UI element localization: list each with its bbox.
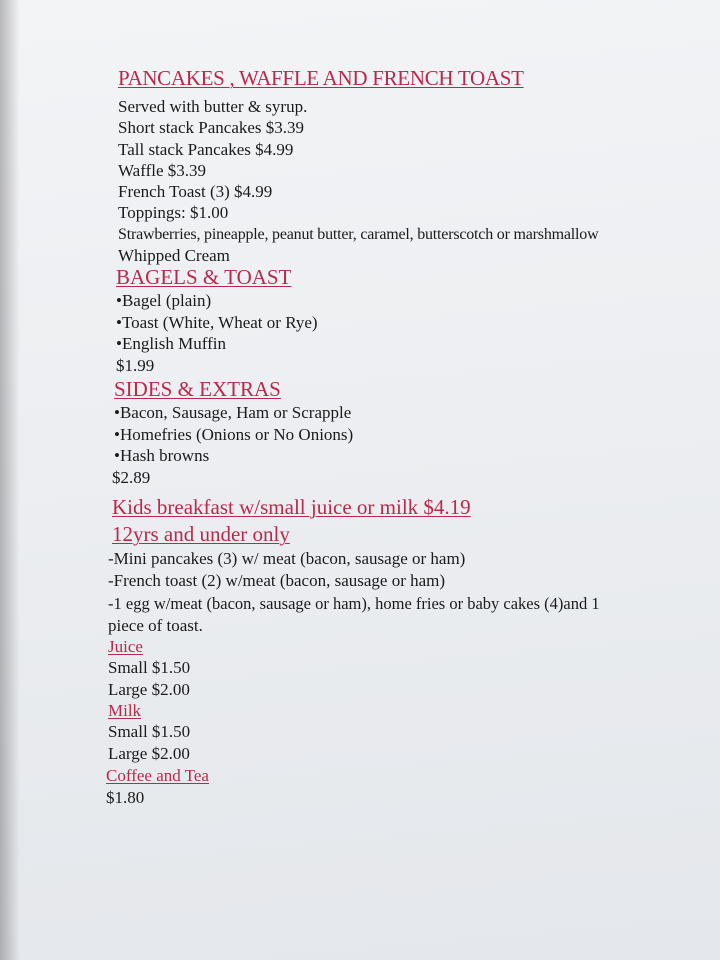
juice-line: Small $1.50	[108, 658, 191, 677]
milk-line: Large $2.00	[108, 744, 190, 763]
kids-line: -French toast (2) w/meat (bacon, sausage or ham)	[108, 571, 446, 590]
kids-subheading: 12yrs and under only	[112, 522, 290, 546]
bagels-line: $1.99	[116, 356, 155, 375]
bagels-line: •English Muffin	[116, 334, 227, 353]
bagels-heading: BAGELS & TOAST	[116, 265, 292, 289]
pancakes-line: French Toast (3) $4.99	[118, 182, 273, 201]
sides-line: •Hash browns	[114, 446, 210, 465]
pancakes-line: Served with butter & syrup.	[118, 97, 308, 116]
bagels-line: •Toast (White, Wheat or Rye)	[116, 313, 318, 332]
sides-line: •Bacon, Sausage, Ham or Scrapple	[114, 403, 352, 422]
milk-heading: Milk	[108, 701, 142, 720]
bagels-line: •Bagel (plain)	[116, 291, 212, 310]
pancakes-heading: PANCAKES , WAFFLE AND FRENCH TOAST	[118, 66, 524, 90]
pancakes-line: Waffle $3.39	[118, 161, 207, 180]
pancakes-line: Whipped Cream	[118, 246, 230, 265]
milk-line: Small $1.50	[108, 722, 191, 741]
juice-line: Large $2.00	[108, 680, 190, 699]
kids-line: -1 egg w/meat (bacon, sausage or ham), home fries or baby cakes (4)and 1	[108, 594, 600, 613]
sides-heading: SIDES & EXTRAS	[114, 377, 281, 401]
coffee-line: $1.80	[106, 788, 145, 807]
juice-heading: Juice	[108, 637, 143, 656]
sides-line: •Homefries (Onions or No Onions)	[114, 425, 354, 444]
kids-heading: Kids breakfast w/small juice or milk $4.19	[112, 495, 471, 519]
kids-line: -Mini pancakes (3) w/ meat (bacon, sausage or ham)	[108, 549, 466, 568]
pancakes-line: Strawberries, pineapple, peanut butter, caramel, butterscotch or marshmallow	[118, 226, 599, 243]
pancakes-line: Tall stack Pancakes $4.99	[118, 140, 294, 159]
pancakes-line: Toppings: $1.00	[118, 203, 229, 222]
sides-line: $2.89	[112, 468, 151, 487]
coffee-heading: Coffee and Tea	[106, 766, 209, 785]
pancakes-line: Short stack Pancakes $3.39	[118, 118, 305, 137]
kids-line: piece of toast.	[108, 616, 203, 635]
